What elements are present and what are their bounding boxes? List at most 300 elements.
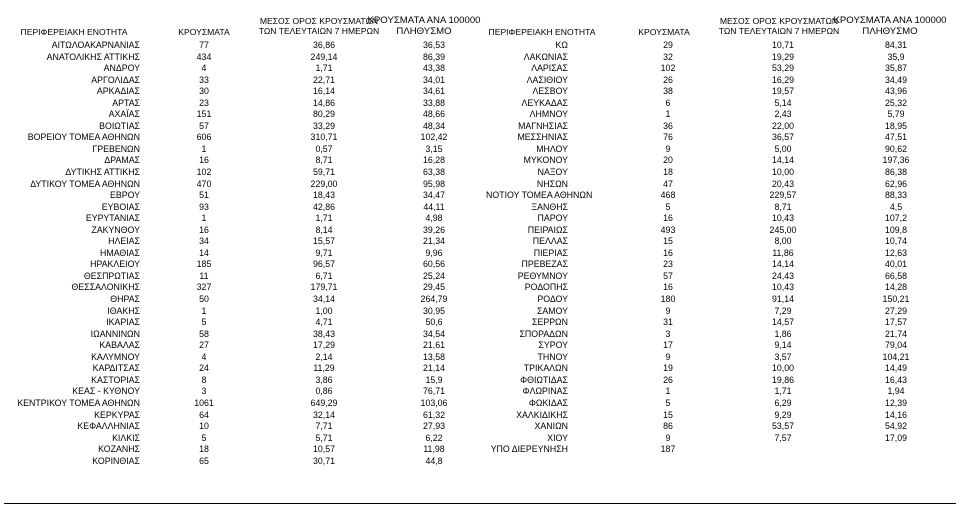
per100k-value: 48,34 [422, 120, 445, 131]
per100k-value: 27,29 [884, 305, 907, 316]
avg7-value: 229,00 [310, 178, 338, 189]
cases-value: 16 [199, 224, 209, 235]
per100k-value: 30,95 [422, 305, 445, 316]
region-name: ΔΥΤΙΚΗΣ ΑΤΤΙΚΗΣ [65, 167, 140, 178]
table-row [486, 98, 956, 110]
cases-value: 51 [199, 190, 209, 201]
avg7-value: 96,57 [312, 259, 335, 270]
per100k-value: 102,42 [420, 132, 448, 143]
region-name: ΚΑΛΥΜΝΟΥ [91, 351, 140, 362]
per100k-value: 10,74 [884, 236, 907, 247]
cases-value: 3 [665, 328, 671, 339]
avg7-value: 5,14 [774, 97, 792, 108]
avg7-value: 0,86 [315, 386, 333, 397]
region-name: ΣΥΡΟΥ [538, 340, 568, 351]
table-row [486, 271, 956, 283]
cases-value: 17 [663, 340, 673, 351]
region-name: ΔΥΤΙΚΟΥ ΤΟΜΕΑ ΑΘΗΝΩΝ [30, 178, 140, 189]
cases-value: 23 [199, 97, 209, 108]
per100k-value: 88,33 [884, 190, 907, 201]
avg7-value: 19,86 [771, 374, 794, 385]
per100k-value: 86,39 [422, 51, 445, 62]
cases-value: 1 [201, 213, 207, 224]
region-name: ΕΥΡΥΤΑΝΙΑΣ [85, 213, 140, 224]
region-name: ΦΩΚΙΔΑΣ [528, 397, 568, 408]
table-row [4, 132, 484, 144]
per100k-value: 29,45 [422, 282, 445, 293]
region-name: ΛΑΣΙΘΙΟΥ [526, 74, 568, 85]
cases-value: 327 [196, 282, 212, 293]
cases-value: 11 [199, 270, 209, 281]
table-row [4, 202, 484, 214]
region-name: ΤΗΝΟΥ [537, 351, 568, 362]
avg7-value: 249,14 [310, 51, 338, 62]
cases-value: 32 [663, 51, 673, 62]
table-row [486, 236, 956, 248]
table-row [486, 225, 956, 237]
table-row [486, 421, 956, 433]
region-name: ΓΡΕΒΕΝΩΝ [92, 143, 140, 154]
table-row [486, 282, 956, 294]
avg7-value: 9,29 [774, 409, 792, 420]
avg7-value: 229,57 [769, 190, 797, 201]
region-name: ΛΑΡΙΣΑΣ [531, 63, 568, 74]
table-row [486, 132, 956, 144]
region-name: ΕΥΒΟΙΑΣ [101, 201, 140, 212]
avg7-value: 1,00 [315, 305, 333, 316]
cases-value: 57 [663, 270, 673, 281]
avg7-value: 91,14 [771, 294, 794, 305]
region-name: ΘΗΡΑΣ [110, 294, 140, 305]
avg7-value: 38,43 [312, 328, 335, 339]
region-name: ΦΛΩΡΙΝΑΣ [522, 386, 568, 397]
per100k-value: 95,98 [422, 178, 445, 189]
cases-value: 5 [665, 397, 671, 408]
cases-value: 93 [199, 201, 209, 212]
per100k-value: 13,58 [422, 351, 445, 362]
avg7-value: 9,14 [774, 340, 792, 351]
table-row [486, 386, 956, 398]
table-row [4, 375, 484, 387]
avg7-value: 4,71 [315, 317, 333, 328]
avg7-value: 3,57 [774, 351, 792, 362]
avg7-value: 8,71 [774, 201, 792, 212]
avg7-value: 16,14 [312, 86, 335, 97]
table-row [486, 433, 956, 445]
avg7-value: 8,71 [315, 155, 333, 166]
table-row [4, 86, 484, 98]
cases-value: 1 [665, 386, 671, 397]
per100k-value: 63,38 [422, 167, 445, 178]
per100k-value: 104,21 [882, 351, 910, 362]
per100k-value: 44,8 [425, 455, 443, 466]
cases-value: 86 [663, 421, 673, 432]
avg7-value: 15,57 [312, 236, 335, 247]
region-name: ΜΗΛΟΥ [536, 143, 568, 154]
avg7-value: 20,43 [771, 178, 794, 189]
avg7-value: 7,71 [315, 421, 333, 432]
cases-value: 26 [663, 374, 673, 385]
per100k-value: 5,79 [887, 109, 905, 120]
cases-value: 8 [201, 374, 207, 385]
table-bottom-border [4, 503, 956, 504]
avg7-value: 5,71 [315, 432, 333, 443]
cases-value: 468 [660, 190, 676, 201]
avg7-value: 0,57 [315, 143, 333, 154]
region-name: ΠΑΡΟΥ [537, 213, 568, 224]
region-name: ΑΧΑΪΑΣ [108, 109, 140, 120]
region-name: ΧΙΟΥ [547, 432, 568, 443]
cases-value: 1 [665, 109, 671, 120]
region-name: ΑΝΔΡΟΥ [103, 63, 140, 74]
header-region: ΠΕΡΙΦΕΡΕΙΑΚΗ ΕΝΟΤΗΤΑ [20, 27, 128, 37]
table-row [4, 340, 484, 352]
avg7-value: 36,86 [312, 40, 335, 50]
region-name: ΑΝΑΤΟΛΙΚΗΣ ΑΤΤΙΚΗΣ [46, 51, 140, 62]
region-name: ΚΕΑΣ - ΚΥΘΝΟΥ [72, 386, 140, 397]
cases-value: 18 [663, 167, 673, 178]
per100k-value: 76,71 [422, 386, 445, 397]
table-row [4, 63, 484, 75]
cases-value: 102 [660, 63, 676, 74]
region-name: ΛΕΥΚΑΔΑΣ [521, 97, 568, 108]
per100k-value: 25,24 [422, 270, 445, 281]
per100k-value: 36,53 [422, 40, 445, 50]
per100k-value: 60,56 [422, 259, 445, 270]
table-row [486, 202, 956, 214]
region-name: ΥΠΟ ΔΙΕΡΕΥΝΗΣΗ [490, 444, 568, 455]
cases-value: 1 [201, 143, 207, 154]
cases-value: 5 [201, 432, 207, 443]
avg7-value: 14,57 [771, 317, 794, 328]
table-row [4, 421, 484, 433]
per100k-value: 39,26 [422, 224, 445, 235]
per100k-value: 27,93 [422, 421, 445, 432]
cases-value: 187 [660, 444, 676, 455]
cases-value: 33 [199, 74, 209, 85]
region-name: ΚΑΣΤΟΡΙΑΣ [91, 374, 140, 385]
per100k-value: 43,96 [884, 86, 907, 97]
per100k-value: 90,62 [884, 143, 907, 154]
per100k-value: 12,63 [884, 247, 907, 258]
table-row [4, 363, 484, 375]
avg7-value: 6,71 [315, 270, 333, 281]
avg7-value: 19,29 [771, 51, 794, 62]
region-name: ΤΡΙΚΑΛΩΝ [523, 363, 568, 374]
region-name: ΠΙΕΡΙΑΣ [533, 247, 568, 258]
avg7-value: 10,00 [771, 363, 794, 374]
table-row [486, 375, 956, 387]
header-avg7: ΜΕΣΟΣ ΟΡΟΣ ΚΡΟΥΣΜΑΤΩΝ ΤΩΝ ΤΕΛΕΥΤΑΙΩΝ 7 ΗΜΕΡΩΝ [258, 16, 380, 36]
cases-value: 50 [199, 294, 209, 305]
table-left-half [4, 8, 484, 466]
table-row [4, 213, 484, 225]
table-row [4, 352, 484, 364]
region-name: ΚΑΡΔΙΤΣΑΣ [92, 363, 140, 374]
cases-value: 434 [196, 51, 212, 62]
per100k-value: 14,28 [884, 282, 907, 293]
table-row [486, 86, 956, 98]
table-row [4, 271, 484, 283]
cases-value: 493 [660, 224, 676, 235]
table-row [486, 329, 956, 341]
region-name: ΚΙΛΚΙΣ [112, 432, 140, 443]
per100k-value: 11,98 [423, 444, 445, 455]
per100k-value: 21,14 [422, 363, 445, 374]
avg7-value: 53,29 [771, 63, 794, 74]
avg7-value: 30,71 [312, 455, 335, 466]
per100k-value: 40,01 [884, 259, 907, 270]
cases-value: 77 [199, 40, 209, 50]
avg7-value: 649,29 [310, 397, 338, 408]
region-name: ΜΥΚΟΝΟΥ [523, 155, 568, 166]
region-name: ΚΟΡΙΝΘΙΑΣ [92, 455, 140, 466]
table-row [486, 410, 956, 422]
table-row [4, 294, 484, 306]
region-name: ΑΡΚΑΔΙΑΣ [96, 86, 140, 97]
table-row [4, 410, 484, 422]
cases-value: 31 [663, 317, 673, 328]
table-row [486, 40, 956, 52]
avg7-value: 10,71 [771, 40, 794, 50]
header-region: ΠΕΡΙΦΕΡΕΙΑΚΗ ΕΝΟΤΗΤΑ [488, 27, 596, 37]
cases-value: 27 [199, 340, 209, 351]
region-name: ΠΡΕΒΕΖΑΣ [521, 259, 568, 270]
avg7-value: 14,14 [771, 155, 794, 166]
table-row [486, 340, 956, 352]
avg7-value: 10,43 [771, 213, 794, 224]
region-name: ΜΑΓΝΗΣΙΑΣ [518, 120, 568, 131]
region-name: ΝΑΞΟΥ [537, 167, 568, 178]
region-name: ΗΜΑΘΙΑΣ [100, 247, 140, 258]
avg7-value: 53,57 [771, 421, 794, 432]
region-name: ΦΘΙΩΤΙΔΑΣ [520, 374, 568, 385]
per100k-value: 35,9 [887, 51, 905, 62]
table-row [486, 306, 956, 318]
avg7-value: 36,57 [771, 132, 794, 143]
per100k-value: 33,88 [422, 97, 445, 108]
avg7-value: 33,29 [312, 120, 335, 131]
per100k-value: 34,01 [422, 74, 445, 85]
cases-value: 23 [663, 259, 673, 270]
avg7-value: 8,14 [315, 224, 333, 235]
table-row [4, 40, 484, 52]
table-row [4, 75, 484, 87]
cases-value: 1 [201, 305, 207, 316]
per100k-value: 43,38 [422, 63, 445, 74]
region-name: ΔΡΑΜΑΣ [104, 155, 140, 166]
avg7-value: 8,00 [774, 236, 792, 247]
region-name: ΚΑΒΑΛΑΣ [99, 340, 140, 351]
cases-value: 6 [665, 97, 671, 108]
per100k-value: 34,61 [422, 86, 445, 97]
table-row [4, 433, 484, 445]
cases-value: 38 [663, 86, 673, 97]
cases-value: 185 [196, 259, 212, 270]
cases-value: 76 [663, 132, 673, 143]
avg7-value: 10,00 [771, 167, 794, 178]
per100k-value: 66,58 [884, 270, 907, 281]
cases-value: 151 [196, 109, 212, 120]
cases-value: 47 [663, 178, 673, 189]
table-row [4, 386, 484, 398]
avg7-value: 11,86 [772, 247, 794, 258]
region-name: ΚΟΖΑΝΗΣ [98, 444, 140, 455]
table-row [4, 190, 484, 202]
rows-left [4, 40, 484, 467]
cases-value: 606 [196, 132, 212, 143]
avg7-value: 24,43 [771, 270, 794, 281]
avg7-value: 59,71 [312, 167, 335, 178]
region-name: ΙΩΑΝΝΙΝΩΝ [90, 328, 140, 339]
region-name: ΙΚΑΡΙΑΣ [106, 317, 140, 328]
region-name: ΣΑΜΟΥ [536, 305, 568, 316]
per100k-value: 4,98 [425, 213, 443, 224]
region-name: ΠΕΛΛΑΣ [532, 236, 568, 247]
avg7-value: 7,57 [774, 432, 792, 443]
avg7-value: 1,86 [774, 328, 792, 339]
cases-value: 102 [196, 167, 212, 178]
avg7-value: 16,29 [771, 74, 794, 85]
avg7-value: 2,14 [315, 351, 333, 362]
region-name: ΚΕΝΤΡΙΚΟΥ ΤΟΜΕΑ ΑΘΗΝΩΝ [17, 397, 140, 408]
region-name: ΑΙΤΩΛΟΑΚΑΡΝΑΝΙΑΣ [51, 40, 140, 50]
cases-value: 36 [663, 120, 673, 131]
avg7-value: 1,71 [774, 386, 792, 397]
table-row [486, 352, 956, 364]
per100k-value: 14,49 [884, 363, 907, 374]
avg7-value: 22,00 [771, 120, 794, 131]
per100k-value: 197,36 [882, 155, 910, 166]
cases-value: 4 [201, 63, 207, 74]
per100k-value: 1,94 [887, 386, 905, 397]
header-avg7: ΜΕΣΟΣ ΟΡΟΣ ΚΡΟΥΣΜΑΤΩΝ ΤΩΝ ΤΕΛΕΥΤΑΙΩΝ 7 ΗΜΕΡΩΝ [718, 16, 840, 36]
per100k-value: 79,04 [884, 340, 907, 351]
region-name: ΡΕΘΥΜΝΟΥ [517, 270, 568, 281]
cases-value: 65 [199, 455, 209, 466]
per100k-value: 44,11 [423, 201, 445, 212]
per100k-value: 4,5 [889, 201, 903, 212]
per100k-value: 21,61 [422, 340, 445, 351]
table-row [486, 75, 956, 87]
table-row [486, 294, 956, 306]
avg7-value: 42,86 [312, 201, 335, 212]
region-name: ΡΟΔΟΠΗΣ [524, 282, 568, 293]
avg7-value: 310,71 [310, 132, 338, 143]
header-per100k: ΚΡΟΥΣΜΑΤΑ ΑΝΑ 100000 ΠΛΗΘΥΣΜΟ [833, 15, 947, 37]
table-row [4, 167, 484, 179]
table-right-half [486, 8, 956, 455]
per100k-value: 34,54 [422, 328, 445, 339]
per100k-value: 47,51 [884, 132, 907, 143]
header-cases: ΚΡΟΥΣΜΑΤΑ [178, 27, 230, 37]
avg7-value: 11,29 [313, 363, 335, 374]
avg7-value: 22,71 [312, 74, 335, 85]
cases-value: 19 [663, 363, 673, 374]
table-row [486, 248, 956, 260]
cases-value: 16 [663, 247, 673, 258]
table-row [486, 155, 956, 167]
cases-value: 9 [665, 351, 671, 362]
cases-value: 470 [196, 178, 212, 189]
cases-value: 15 [663, 236, 673, 247]
table-row [4, 456, 484, 468]
per100k-value: 3,15 [425, 143, 443, 154]
table-row [4, 248, 484, 260]
avg7-value: 10,57 [312, 444, 335, 455]
table-row [4, 121, 484, 133]
region-name: ΛΕΣΒΟΥ [532, 86, 568, 97]
avg7-value: 32,14 [312, 409, 335, 420]
per100k-value: 6,22 [425, 432, 443, 443]
header-per100k: ΚΡΟΥΣΜΑΤΑ ΑΝΑ 100000 ΠΛΗΘΥΣΜΟ [367, 15, 481, 37]
avg7-value: 6,29 [774, 397, 792, 408]
per100k-value: 9,96 [425, 247, 443, 258]
region-name: ΛΗΜΝΟΥ [529, 109, 568, 120]
table-header-right [486, 8, 956, 38]
region-name: ΜΕΣΣΗΝΙΑΣ [517, 132, 568, 143]
table-row [486, 213, 956, 225]
table-row [4, 98, 484, 110]
region-name: ΚΕΡΚΥΡΑΣ [94, 409, 140, 420]
region-name: ΚΩ [555, 40, 568, 50]
per100k-value: 86,38 [884, 167, 907, 178]
table-row [486, 259, 956, 271]
region-name: ΗΛΕΙΑΣ [108, 236, 140, 247]
cases-value: 1061 [194, 397, 214, 408]
table-row [486, 144, 956, 156]
cases-value: 9 [665, 143, 671, 154]
per100k-value: 62,96 [884, 178, 907, 189]
per100k-value: 84,31 [884, 40, 907, 50]
table-row [4, 282, 484, 294]
cases-value: 26 [663, 74, 673, 85]
table-row [4, 236, 484, 248]
region-name: ΚΕΦΑΛΛΗΝΙΑΣ [77, 421, 140, 432]
per100k-value: 264,79 [420, 294, 448, 305]
cases-value: 180 [660, 294, 676, 305]
cases-value: 30 [199, 86, 209, 97]
region-name: ΡΟΔΟΥ [537, 294, 568, 305]
avg7-value: 1,71 [315, 63, 333, 74]
avg7-value: 19,57 [771, 86, 794, 97]
region-name: ΝΗΣΩΝ [536, 178, 568, 189]
avg7-value: 1,71 [315, 213, 333, 224]
region-name: ΕΒΡΟΥ [109, 190, 140, 201]
per100k-value: 61,32 [422, 409, 445, 420]
per100k-value: 25,32 [884, 97, 907, 108]
table-row [4, 259, 484, 271]
avg7-value: 34,14 [312, 294, 335, 305]
avg7-value: 2,43 [774, 109, 792, 120]
table-row [4, 225, 484, 237]
table-row [486, 363, 956, 375]
table-row [4, 144, 484, 156]
table-row [486, 121, 956, 133]
cases-value: 16 [663, 282, 673, 293]
avg7-value: 14,86 [312, 97, 335, 108]
per100k-value: 48,66 [422, 109, 445, 120]
table-row [486, 52, 956, 64]
cases-value: 58 [199, 328, 209, 339]
per100k-value: 17,09 [884, 432, 907, 443]
avg7-value: 5,00 [774, 143, 792, 154]
region-name: ΛΑΚΩΝΙΑΣ [523, 51, 568, 62]
per100k-value: 50,6 [425, 317, 443, 328]
avg7-value: 18,43 [312, 190, 335, 201]
region-name: ΗΡΑΚΛΕΙΟΥ [90, 259, 140, 270]
table-row [486, 179, 956, 191]
